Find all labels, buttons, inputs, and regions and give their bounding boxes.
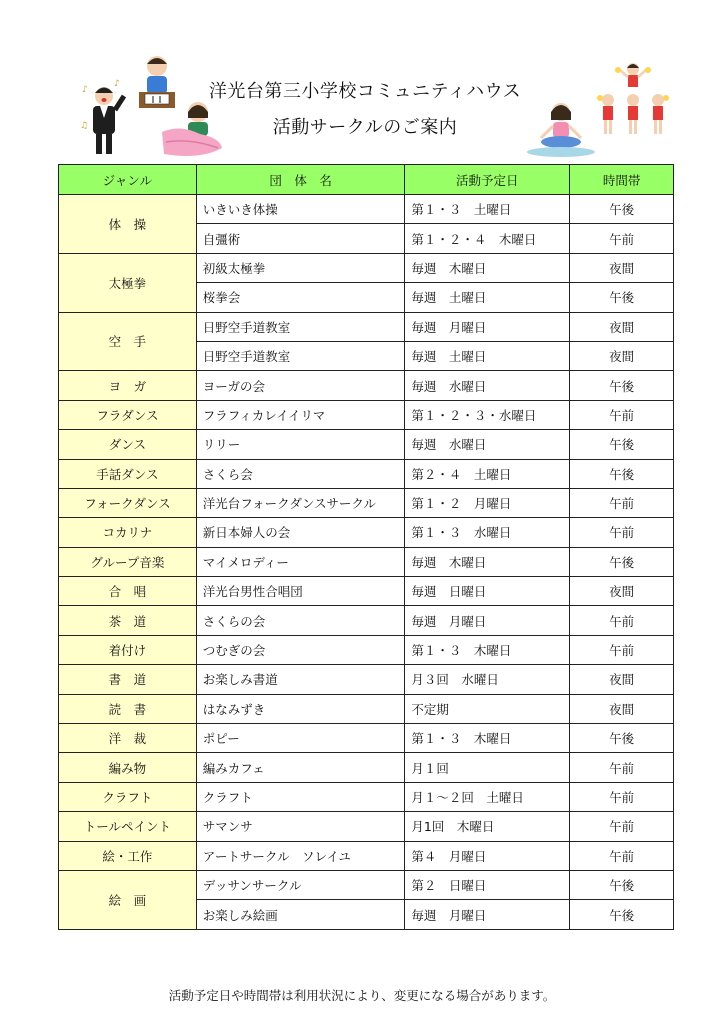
svg-text:♪: ♪ [82,85,88,95]
time-slot-cell: 夜間 [570,577,674,606]
time-slot-cell: 午後 [570,459,674,488]
schedule-cell: 第１・２・４ 木曜日 [405,224,570,253]
genre-cell: フラダンス [59,400,197,429]
schedule-cell: 毎週 土曜日 [405,341,570,370]
time-slot-cell: 午前 [570,753,674,782]
group-name-cell: 新日本婦人の会 [196,518,405,547]
footnote: 活動予定日や時間帯は利用状況により、変更になる場合があります。 [168,988,556,1003]
schedule-cell: 月３回 水曜日 [405,665,570,694]
schedule-cell: 第２ 日曜日 [405,870,570,899]
table-row [59,547,674,576]
group-name-cell: ヨーガの会 [196,371,405,400]
genre-cell: 着付け [59,635,197,664]
singer-illustration [78,78,130,158]
schedule-cell: 月1回 木曜日 [405,812,570,841]
group-name-cell: 日野空手道教室 [196,312,405,341]
group-name-cell: 洋光台フォークダンスサークル [196,488,405,517]
table-row [59,812,674,841]
group-name-cell: お楽しみ書道 [196,665,405,694]
svg-text:♫: ♫ [80,121,89,131]
time-slot-cell: 午後 [570,371,674,400]
svg-text:♪: ♪ [114,79,120,89]
group-name-cell: お楽しみ絵画 [196,900,405,929]
genre-cell: トールペイント [59,812,197,841]
group-name-cell: いきいき体操 [196,195,405,224]
table-row [59,459,674,488]
group-name-cell: サマンサ [196,812,405,841]
genre-cell: 書 道 [59,665,197,694]
circle-table [58,164,674,930]
group-name-cell: デッサンサークル [196,870,405,899]
time-slot-cell: 午前 [570,782,674,811]
group-name-cell: 日野空手道教室 [196,341,405,370]
genre-cell: 洋 裁 [59,724,197,753]
genre-cell: フォークダンス [59,488,197,517]
table-row [59,430,674,459]
group-name-cell: フラフィカレイイリマ [196,400,405,429]
table-row [59,253,674,282]
group-name-cell: アートサークル ソレイユ [196,841,405,870]
genre-cell: 太極拳 [59,253,197,312]
schedule-cell: 毎週 木曜日 [405,253,570,282]
time-slot-cell: 午後 [570,900,674,929]
genre-cell: 合 唱 [59,577,197,606]
schedule-cell: 毎週 月曜日 [405,606,570,635]
table-row [59,665,674,694]
group-name-cell: 自彊術 [196,224,405,253]
table-row [59,518,674,547]
time-slot-cell: 夜間 [570,694,674,723]
genre-cell: 絵 画 [59,870,197,929]
column-header-schedule: 活動予定日 [405,165,570,195]
genre-cell: 手話ダンス [59,459,197,488]
schedule-cell: 第１・２・３・水曜日 [405,400,570,429]
time-slot-cell: 午後 [570,430,674,459]
table-row [59,312,674,341]
schedule-cell: 毎週 日曜日 [405,577,570,606]
schedule-cell: 不定期 [405,694,570,723]
cheerleaders-illustration [596,60,670,136]
page-title: 洋光台第三小学校コミュニティハウス [208,81,522,102]
time-slot-cell: 夜間 [570,253,674,282]
genre-cell: ヨ ガ [59,371,197,400]
schedule-cell: 毎週 月曜日 [405,900,570,929]
table-body [59,195,674,930]
time-slot-cell: 午前 [570,488,674,517]
table-row [59,724,674,753]
table-row [59,782,674,811]
genre-cell: グループ音楽 [59,547,197,576]
schedule-cell: 第１・２ 月曜日 [405,488,570,517]
page-subtitle: 活動サークルのご案内 [272,117,458,138]
group-name-cell: はなみずき [196,694,405,723]
schedule-cell: 毎週 木曜日 [405,547,570,576]
schedule-cell: 月１～２回 土曜日 [405,782,570,811]
table-row [59,371,674,400]
group-name-cell: さくら会 [196,459,405,488]
page-header [0,0,724,160]
time-slot-cell: 午前 [570,635,674,664]
column-header-time: 時間帯 [570,165,674,195]
time-slot-cell: 夜間 [570,312,674,341]
schedule-cell: 月１回 [405,753,570,782]
table-row [59,635,674,664]
table-row [59,400,674,429]
genre-cell: ダンス [59,430,197,459]
time-slot-cell: 午前 [570,606,674,635]
table-row [59,195,674,224]
schedule-cell: 第１・３ 木曜日 [405,635,570,664]
schedule-cell: 第１・３ 水曜日 [405,518,570,547]
genre-cell: クラフト [59,782,197,811]
table-row [59,753,674,782]
time-slot-cell: 午前 [570,400,674,429]
column-header-genre: ジャンル [59,165,197,195]
group-name-cell: ポピー [196,724,405,753]
schedule-cell: 第２・４ 土曜日 [405,459,570,488]
time-slot-cell: 午前 [570,224,674,253]
table-header-row [59,165,674,195]
table-row [59,694,674,723]
table-row [59,606,674,635]
genre-cell: 空 手 [59,312,197,371]
table-row [59,870,674,899]
schedule-cell: 第４ 月曜日 [405,841,570,870]
group-name-cell: リリー [196,430,405,459]
genre-cell: 絵・工作 [59,841,197,870]
table-row [59,488,674,517]
schedule-cell: 毎週 水曜日 [405,371,570,400]
time-slot-cell: 午後 [570,283,674,312]
genre-cell: 茶 道 [59,606,197,635]
group-name-cell: マイメロディー [196,547,405,576]
group-name-cell: 初級太極拳 [196,253,405,282]
group-name-cell: つむぎの会 [196,635,405,664]
genre-cell: 編み物 [59,753,197,782]
table-row [59,841,674,870]
schedule-cell: 第１・３ 木曜日 [405,724,570,753]
group-name-cell: 洋光台男性合唱団 [196,577,405,606]
time-slot-cell: 午後 [570,547,674,576]
time-slot-cell: 午前 [570,812,674,841]
time-slot-cell: 午後 [570,870,674,899]
time-slot-cell: 夜間 [570,341,674,370]
time-slot-cell: 午前 [570,841,674,870]
schedule-cell: 毎週 月曜日 [405,312,570,341]
group-name-cell: クラフト [196,782,405,811]
table-row [59,577,674,606]
time-slot-cell: 午後 [570,724,674,753]
time-slot-cell: 午後 [570,195,674,224]
schedule-cell: 第１・３ 土曜日 [405,195,570,224]
genre-cell: 体 操 [59,195,197,254]
time-slot-cell: 夜間 [570,665,674,694]
column-header-group: 団 体 名 [196,165,405,195]
group-name-cell: さくらの会 [196,606,405,635]
time-slot-cell: 午前 [570,518,674,547]
schedule-cell: 毎週 水曜日 [405,430,570,459]
group-name-cell: 桜拳会 [196,283,405,312]
group-name-cell: 編みカフェ [196,753,405,782]
genre-cell: コカリナ [59,518,197,547]
genre-cell: 読 書 [59,694,197,723]
schedule-cell: 毎週 土曜日 [405,283,570,312]
